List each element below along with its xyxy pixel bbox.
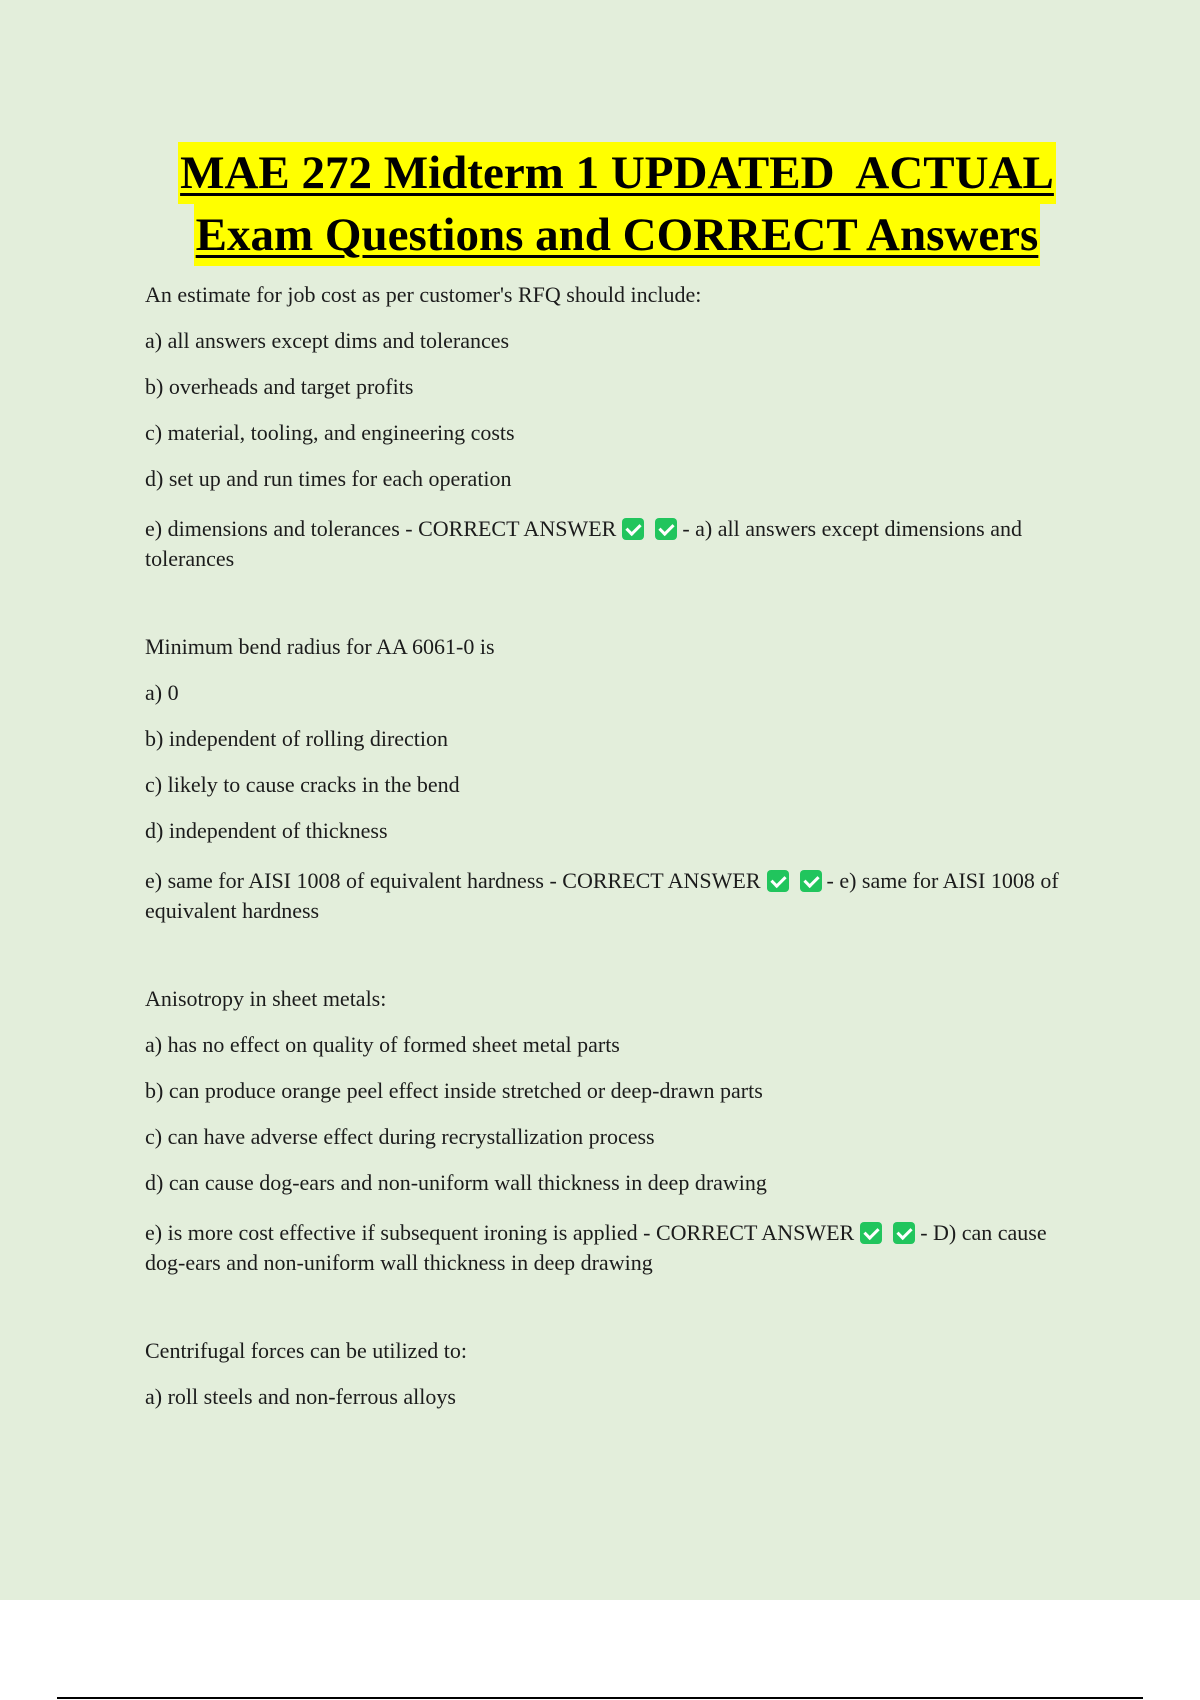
answer-option: d) set up and run times for each operation bbox=[145, 466, 512, 491]
question-prompt: Centrifugal forces can be utilized to: bbox=[145, 1338, 467, 1363]
question-block bbox=[145, 1336, 1090, 1412]
answer-option: b) independent of rolling direction bbox=[145, 726, 449, 751]
correct-answer-line bbox=[145, 866, 1090, 926]
answer-option: b) overheads and target profits bbox=[145, 374, 414, 399]
answer-option: a) all answers except dims and tolerances bbox=[145, 328, 510, 353]
answer-option: d) can cause dog-ears and non-uniform wall thickness in deep drawing bbox=[145, 1170, 767, 1195]
answer-option: d) independent of thickness bbox=[145, 818, 388, 843]
answer-option: b) can produce orange peel effect inside stretched or deep-drawn parts bbox=[145, 1078, 763, 1103]
answer-option: a) 0 bbox=[145, 680, 179, 705]
check-mark-button-icon bbox=[622, 518, 644, 540]
question-prompt: An estimate for job cost as per customer's RFQ should include: bbox=[145, 282, 702, 307]
question-prompt: Minimum bend radius for AA 6061-0 is bbox=[145, 634, 495, 659]
check-mark-button-icon bbox=[767, 870, 789, 892]
question-block bbox=[145, 280, 1090, 574]
answer-option: a) has no effect on quality of formed sheet metal parts bbox=[145, 1032, 620, 1057]
question-block bbox=[145, 632, 1090, 926]
title-line-1: MAE 272 Midterm 1 UPDATED ACTUAL bbox=[178, 142, 1056, 204]
check-mark-button-icon bbox=[800, 870, 822, 892]
correct-answer-text: - e) same for AISI 1008 of equivalent hardness bbox=[145, 868, 1059, 923]
document-title bbox=[120, 142, 1114, 266]
title-line-2: Exam Questions and CORRECT Answers bbox=[194, 204, 1041, 266]
footer-divider bbox=[57, 1697, 1143, 1699]
question-list bbox=[145, 280, 1090, 1470]
question-block bbox=[145, 984, 1090, 1278]
answer-option: c) material, tooling, and engineering costs bbox=[145, 420, 515, 445]
answer-option: e) is more cost effective if subsequent ironing is applied - CORRECT ANSWER bbox=[145, 1220, 855, 1245]
answer-option: a) roll steels and non-ferrous alloys bbox=[145, 1384, 456, 1409]
correct-answer-line bbox=[145, 1218, 1090, 1278]
question-prompt: Anisotropy in sheet metals: bbox=[145, 986, 387, 1011]
correct-answer-text: - a) all answers except dimensions and tolerances bbox=[145, 516, 1022, 571]
answer-option: e) dimensions and tolerances - CORRECT ANSWER bbox=[145, 516, 617, 541]
answer-option: c) can have adverse effect during recrystallization process bbox=[145, 1124, 655, 1149]
correct-answer-text: - D) can cause dog-ears and non-uniform wall thickness in deep drawing bbox=[145, 1220, 1047, 1275]
answer-option: c) likely to cause cracks in the bend bbox=[145, 772, 460, 797]
check-mark-button-icon bbox=[655, 518, 677, 540]
check-mark-button-icon bbox=[860, 1222, 882, 1244]
answer-option: e) same for AISI 1008 of equivalent hardness - CORRECT ANSWER bbox=[145, 868, 761, 893]
correct-answer-line bbox=[145, 514, 1090, 574]
check-mark-button-icon bbox=[893, 1222, 915, 1244]
